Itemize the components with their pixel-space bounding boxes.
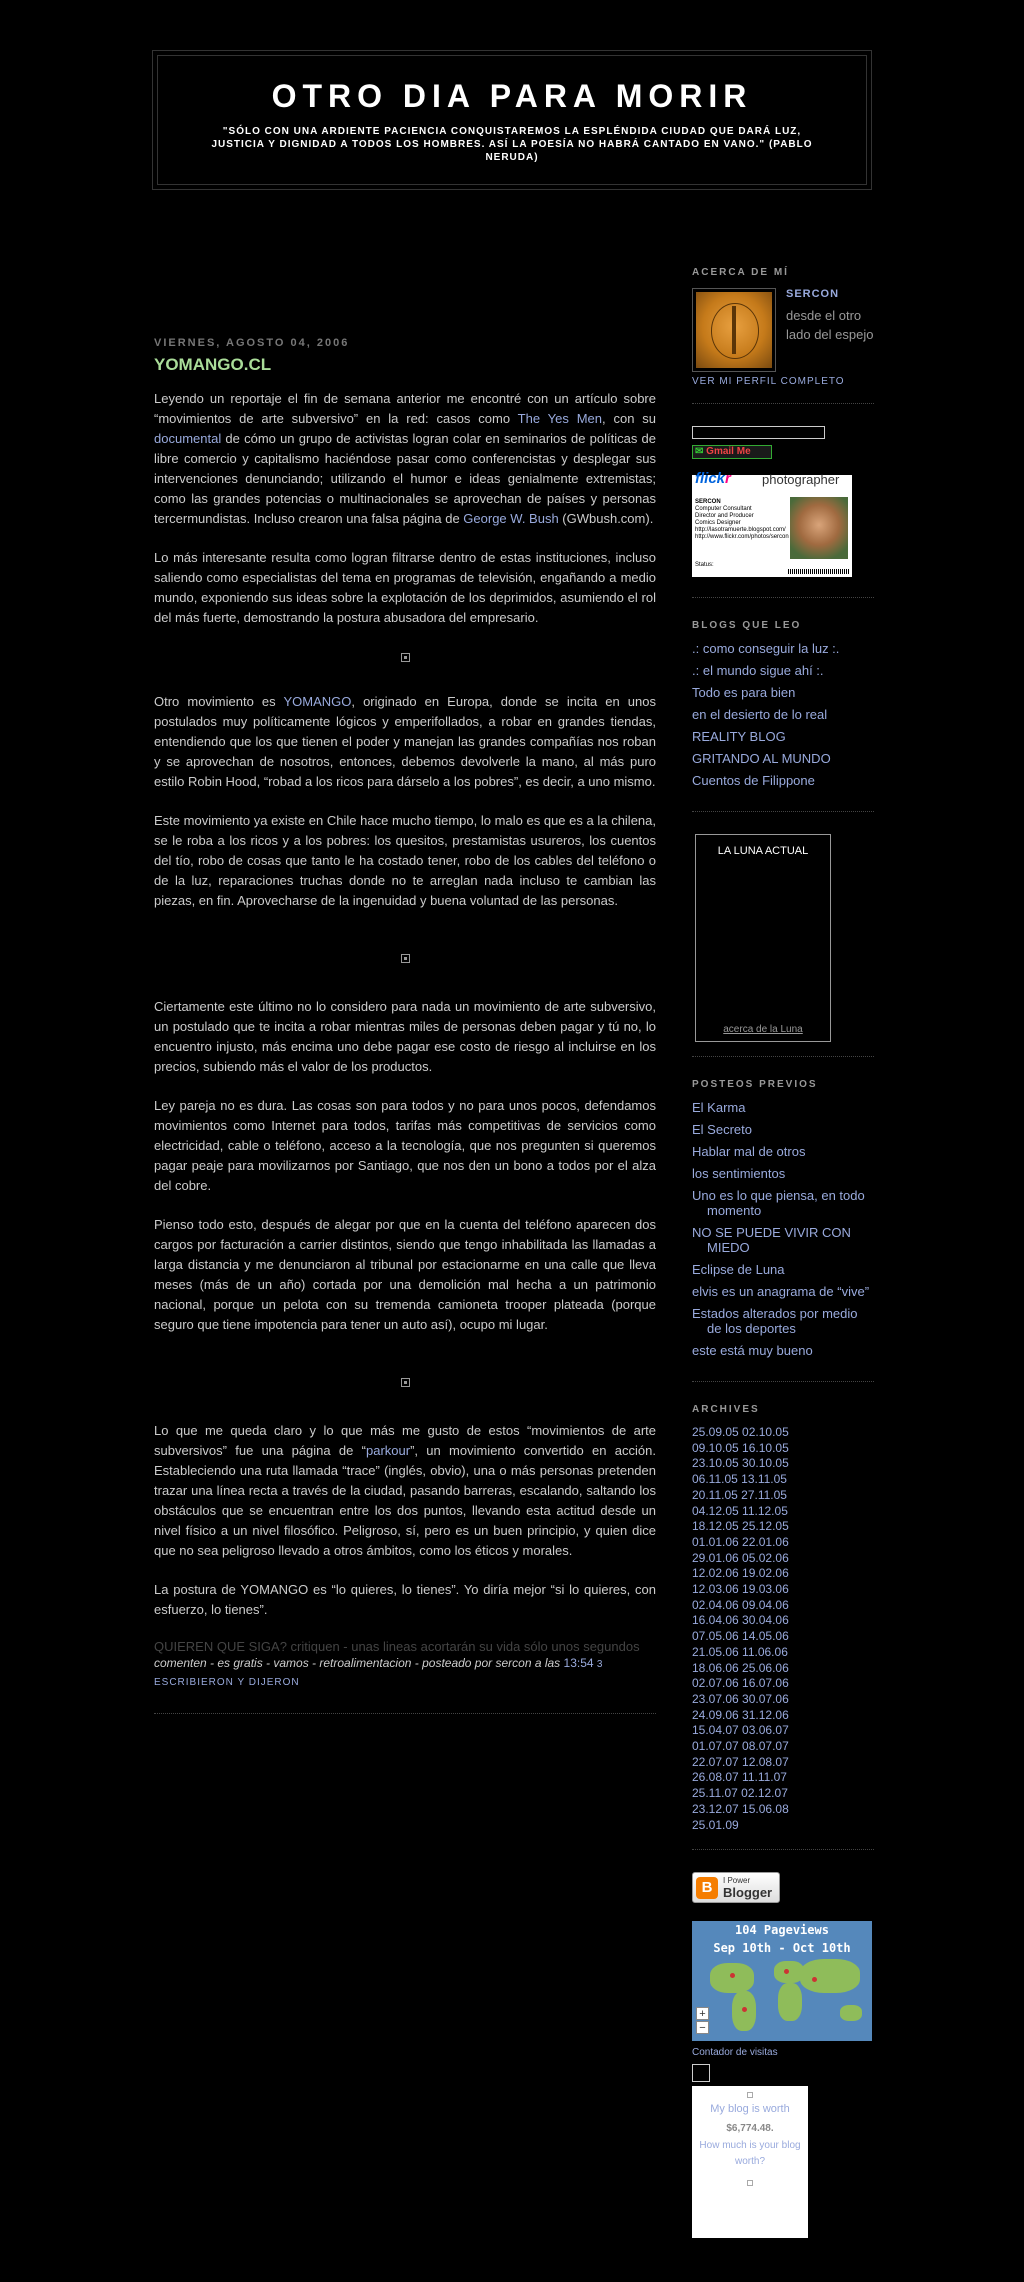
post-paragraph: Este movimiento ya existe en Chile hace mucho tiempo, lo malo es que es a la chilena, se le roba a los ricos y a los pobres: los quesitos, prestamistas usureros, los cuentos del tío, robo de cosas que tanto le ha costado tener, robo de los cables del teléfono o de la luz, reparaciones truchas donde no te arreglan nada incluso te cambian las piezas, en fin. Aprovecharse de la ingenuidad y buena voluntad de las personas.	[154, 813, 656, 908]
blogs-list	[692, 641, 874, 788]
blogger-icon: B	[696, 1877, 718, 1899]
view-profile-link[interactable]: VER MI PERFIL COMPLETO	[692, 376, 845, 387]
archive-item[interactable]: 12.02.06 19.02.06	[692, 1566, 789, 1581]
archive-item[interactable]: 02.04.06 09.04.06	[692, 1597, 789, 1612]
moon-title: LA LUNA ACTUAL	[717, 845, 809, 857]
blog-item	[692, 751, 874, 766]
profile-name[interactable]: SERCON	[786, 288, 840, 300]
blog-link[interactable]: en el desierto de lo real	[692, 707, 828, 722]
worth-value: $6,774.48.	[726, 2123, 774, 2135]
blog-item	[692, 707, 874, 722]
post-item	[692, 1225, 874, 1255]
archive-item[interactable]: 18.06.06 25.06.06	[692, 1660, 789, 1675]
about-section	[692, 267, 874, 404]
moon-link[interactable]: acerca de la Luna	[723, 1024, 803, 1035]
post-text: ”, un movimiento convertido en acción. Estableciendo una ruta llamada “trace” (inglés, obvio), una o más personas pretenden trazar una línea recta a través de la ciudad, pasando barreras, escalando, saltando los obstáculos que se encuentran entre los dos puntos, llevando esta actitud desde un nivel físico a un nivel filosófico. Peligroso, sí, pero es un buen principio, y quien dice que no sea peligroso llevado a otros ámbitos, como los éticos y morales.	[154, 1443, 656, 1558]
map-land-icon	[778, 1983, 802, 2021]
profile-image[interactable]	[692, 288, 776, 372]
post-paragraph: Ciertamente este último no lo considero para nada un movimiento de arte subversivo, un postulado que te incita a robar mientras miles de personas deben pagar y tú no, lo encuentro injusto, más encima uno debe pagar ese costo de riesgo al incluirse en los precios, subiendo más el valor de los productos.	[154, 999, 656, 1074]
map-land-icon	[840, 2005, 862, 2021]
separator-icon	[154, 650, 656, 670]
post-link[interactable]: elvis es un anagrama de “vive”	[692, 1284, 870, 1299]
post-text: de cómo un grupo de activistas logran colar en seminarios de políticas de libre comercio y capitalismo haciéndose pasar como conferencistas y desplegar sus intervenciones denunciando; utilizando el humor e ideas genialmente extremistas; como las grandes potencias o multinacionales se aprovechan de países y personas tercermundistas. Incluso crearon una falsa página de	[154, 431, 656, 526]
archive-item[interactable]: 23.12.07 15.06.08	[692, 1801, 789, 1816]
flickr-text	[695, 499, 789, 569]
post-item	[692, 1166, 874, 1181]
archive-item[interactable]: 25.09.05 02.10.05	[692, 1425, 789, 1439]
archives-section	[692, 1404, 874, 1850]
worth-top-icon	[747, 2092, 753, 2098]
blog-item	[692, 641, 874, 656]
blogger-top: I Power	[723, 1876, 751, 1886]
blog-link[interactable]: .: como conseguir la luz :.	[692, 641, 840, 656]
blog-description: "SÓLO CON UNA ARDIENTE PACIENCIA CONQUISTAREMOS LA ESPLÉNDIDA CIUDAD QUE DARÁ LUZ, JUSTICIA Y DIGNIDAD A TODOS LOS HOMBRES. ASÍ LA POESÍA NO HABRÁ CANTADO EN VANO." (PABLO NERUDA)	[211, 126, 813, 163]
parkour-link[interactable]: parkour	[365, 1443, 411, 1458]
blog-item	[692, 773, 874, 788]
moon-widget	[695, 834, 831, 1042]
worth-label: My blog is worth	[710, 2103, 790, 2116]
post-paragraph	[154, 692, 656, 792]
pageviews-count: 104 Pageviews	[735, 1923, 829, 1938]
flickr-line: Comics Designer	[695, 520, 741, 526]
blog-header	[152, 50, 872, 190]
blog-link[interactable]: .: el mundo sigue ahí :.	[692, 663, 824, 678]
post-link[interactable]: Uno es lo que piensa, en todo momento	[692, 1188, 865, 1218]
post-item	[692, 1144, 874, 1159]
zoom-in-icon[interactable]: +	[696, 2007, 709, 2020]
documental-link[interactable]: documental	[154, 431, 222, 446]
flickr-logo: flickr	[695, 470, 731, 487]
flickr-avatar	[790, 497, 848, 559]
post-footer-note: QUIEREN QUE SIGA? critiquen - unas lineas acortarán su vida sólo unos segundos	[154, 1639, 640, 1654]
post-footer	[154, 1639, 656, 1691]
post-item	[692, 1262, 874, 1277]
archives-header: ARCHIVES	[692, 1404, 760, 1415]
profile-description: desde el otro lado del espejo	[786, 308, 874, 342]
badges-section	[692, 1872, 874, 2238]
flickr-barcode-icon	[788, 569, 850, 574]
archive-item[interactable]: 01.07.07 08.07.07	[692, 1739, 789, 1754]
post-text: Otro movimiento es	[154, 694, 284, 709]
pageviews-map[interactable]	[692, 1921, 872, 2041]
yomango-link[interactable]: YOMANGO	[283, 694, 352, 709]
flickr-line: Director and Producer	[695, 513, 754, 519]
flickr-line: http://www.flickr.com/photos/sercon	[695, 534, 789, 540]
post-title[interactable]: YOMANGO.CL	[154, 355, 272, 374]
post-item	[692, 1284, 874, 1299]
flickr-line: http://lasotramuerte.blogspot.com/	[695, 527, 786, 533]
gmail-label: Gmail Me	[706, 446, 751, 457]
main-column	[154, 285, 656, 1714]
post-text: , originado en Europa, donde se incita en unos postulados muy políticamente lógicos y emperifollados, a robar en grandes tiendas, entendiendo que los que tienen el poder y manejan las grandes compañías nos roban y se aprovechan de nosotros, entonces, debemos devolverle la mano, al más puro estilo Robin Hood, “robad a los ricos para dárselo a los pobres”, es decir, a uno mismo.	[154, 694, 656, 789]
previous-posts-section	[692, 1079, 874, 1382]
post-item	[692, 1306, 874, 1336]
archive-item[interactable]: 29.01.06 05.02.06	[692, 1550, 789, 1565]
post-paragraph: Lo más interesante resulta como logran filtrarse dentro de estas instituciones, incluso saliendo como especialistas del tema en programas de televisión, engañando a medio mundo, exponiendo sus ideas sobre la explotación de los deprimidos, asumiendo el rol del más fuerte, demostrando la postura abusadora del empresario.	[154, 550, 656, 625]
widgets-section	[692, 426, 874, 598]
archive-item[interactable]: 23.07.06 30.07.06	[692, 1691, 789, 1706]
worth-bottom-icon	[747, 2180, 753, 2186]
archive-item[interactable]: 22.07.07 12.08.07	[692, 1754, 789, 1769]
blog-item	[692, 729, 874, 744]
visit-counter	[692, 2064, 710, 2082]
archive-item[interactable]: 16.04.06 30.04.06	[692, 1613, 789, 1628]
blog-title[interactable]: OTRO DIA PARA MORIR	[271, 78, 753, 114]
flickr-line: Status:	[695, 562, 714, 568]
separator-icon	[154, 951, 656, 971]
post-item	[692, 1122, 874, 1137]
post-time-link[interactable]: 13:54	[563, 1656, 594, 1670]
archive-item[interactable]: 15.04.07 03.06.07	[692, 1723, 789, 1738]
gmail-button[interactable]	[692, 445, 772, 459]
archive-item[interactable]: 24.09.06 31.12.06	[692, 1707, 789, 1722]
archive-item[interactable]: 09.10.05 16.10.05	[692, 1440, 789, 1455]
post-divider	[154, 1713, 656, 1714]
map-land-icon	[800, 1959, 860, 1993]
archive-item[interactable]: 26.08.07 11.11.07	[692, 1770, 787, 1785]
blogs-section	[692, 620, 874, 812]
archive-item[interactable]: 12.03.06 19.03.06	[692, 1582, 789, 1597]
flickr-photographer-label: photographer	[762, 472, 840, 487]
post-link[interactable]: Estados alterados por medio de los deportes	[692, 1306, 858, 1336]
comments-link[interactable]: 3 ESCRIBIERON Y DIJERON	[154, 1659, 604, 1688]
moon-section	[692, 834, 874, 1057]
worth-link[interactable]: How much is your blog worth?	[699, 2140, 801, 2168]
post-paragraph	[154, 389, 656, 529]
previous-posts-list	[692, 1100, 874, 1358]
post-link[interactable]: los sentimientos	[692, 1166, 786, 1181]
envelope-icon: ✉	[695, 446, 704, 457]
post-item	[692, 1343, 874, 1358]
page-container	[152, 50, 874, 2168]
previous-posts-header: POSTEOS PREVIOS	[692, 1079, 818, 1090]
post-text: Lo que me queda claro y lo que más me gusto de estos “movimientos de arte subversivos” fue una página de “	[154, 1423, 656, 1458]
post-link[interactable]: este está muy bueno	[692, 1343, 813, 1358]
blog-link[interactable]: REALITY BLOG	[692, 729, 786, 744]
archive-item[interactable]: 04.12.05 11.12.05	[692, 1503, 788, 1518]
post-item	[692, 1188, 874, 1218]
post-link[interactable]: Hablar mal de otros	[692, 1144, 806, 1159]
about-header: ACERCA DE MÍ	[692, 267, 789, 278]
zoom-out-icon[interactable]: −	[696, 2021, 709, 2034]
post-paragraph: La postura de YOMANGO es “lo quieres, lo tienes”. Yo diría mejor “si lo quieres, con esfuerzo, lo tienes”.	[154, 1582, 656, 1617]
archive-item[interactable]: 07.05.06 14.05.06	[692, 1629, 789, 1644]
archive-item[interactable]: 01.01.06 22.01.06	[692, 1534, 789, 1549]
map-land-icon	[710, 1963, 754, 1993]
blog-header-inner	[157, 55, 867, 185]
profile	[692, 288, 874, 372]
archive-item[interactable]: 25.11.07 02.12.07	[692, 1786, 788, 1801]
post-item	[692, 1100, 874, 1115]
archive-item[interactable]: 02.07.06 16.07.06	[692, 1676, 789, 1691]
separator-icon	[154, 1375, 656, 1395]
archive-item[interactable]: 25.01.09	[692, 1817, 739, 1832]
archive-item[interactable]: 21.05.06 11.06.06	[692, 1644, 788, 1659]
post-paragraph: Pienso todo esto, después de alegar por que en la cuenta del teléfono aparecen dos cargos por facturación a carrier distintos, siendo que tengo inhabilitada las llamadas a larga distancia y me denunciaron al tribunal por estacionarme en una calle que lleva meses (más de un año) cortada por una demolición mal hecha a un patrimonio nacional, porque un pelota con su tremenda camioneta trooper plateada (porque seguro que tiene impotencia para tener un auto así), ocupo mi lugar.	[154, 1217, 656, 1332]
archive-item[interactable]: 06.11.05 13.11.05	[692, 1472, 787, 1487]
sidebar	[692, 267, 874, 2238]
post-paragraph: Ley pareja no es dura. Las cosas son para todos y no para unos pocos, defendamos movimientos como Internet para todos, tarifas más competitivas de servicios como electricidad, cable o teléfono, acceso a la tecnología, que nos pregunten si queremos pagar peaje para movilizarnos por Santiago, que nos den un bono a todos por el alza del cobre.	[154, 1098, 656, 1193]
post-link[interactable]: El Karma	[692, 1100, 746, 1115]
blogger-name: Blogger	[723, 1885, 773, 1901]
post-link[interactable]: NO SE PUEDE VIVIR CON MIEDO	[692, 1225, 851, 1255]
blog-worth-widget[interactable]	[692, 2086, 808, 2238]
blogs-header: BLOGS QUE LEO	[692, 620, 802, 631]
gwbush-link[interactable]: George W. Bush	[463, 511, 559, 526]
archive-item[interactable]: 23.10.05 30.10.05	[692, 1456, 789, 1471]
yes-men-link[interactable]: The Yes Men	[517, 411, 603, 426]
post-paragraph	[154, 1421, 656, 1561]
archives-list	[692, 1425, 874, 1833]
flickr-line: SERCON	[695, 499, 721, 505]
flickr-line: Computer Consultant	[695, 506, 752, 512]
flickr-badge[interactable]	[692, 470, 852, 577]
blog-link[interactable]: GRITANDO AL MUNDO	[692, 751, 831, 766]
search-input[interactable]	[692, 426, 825, 439]
blogger-button[interactable]	[692, 1872, 780, 1903]
archive-item[interactable]: 18.12.05 25.12.05	[692, 1519, 789, 1534]
post-date: VIERNES, AGOSTO 04, 2006	[154, 337, 350, 349]
archive-item[interactable]: 20.11.05 27.11.05	[692, 1487, 787, 1502]
post-body	[154, 389, 656, 1620]
post-link[interactable]: Eclipse de Luna	[692, 1262, 785, 1277]
post-text: (GWbush.com).	[558, 511, 654, 526]
blog-item	[692, 663, 874, 678]
post-footer-byline: comenten - es gratis - vamos - retroalimentacion - posteado por sercon a las	[154, 1656, 561, 1670]
post-text: Leyendo un reportaje el fin de semana anterior me encontré con un artículo sobre “movimientos de arte subversivo” en la red: casos como	[154, 391, 656, 426]
blog-link[interactable]: Todo es para bien	[692, 685, 796, 700]
visit-counter-label[interactable]: Contador de visitas	[692, 2047, 778, 2059]
post-link[interactable]: El Secreto	[692, 1122, 752, 1137]
blog-link[interactable]: Cuentos de Filippone	[692, 773, 815, 788]
post-text: , con su	[602, 411, 656, 426]
blog-item	[692, 685, 874, 700]
pageviews-range: Sep 10th - Oct 10th	[713, 1941, 851, 1956]
